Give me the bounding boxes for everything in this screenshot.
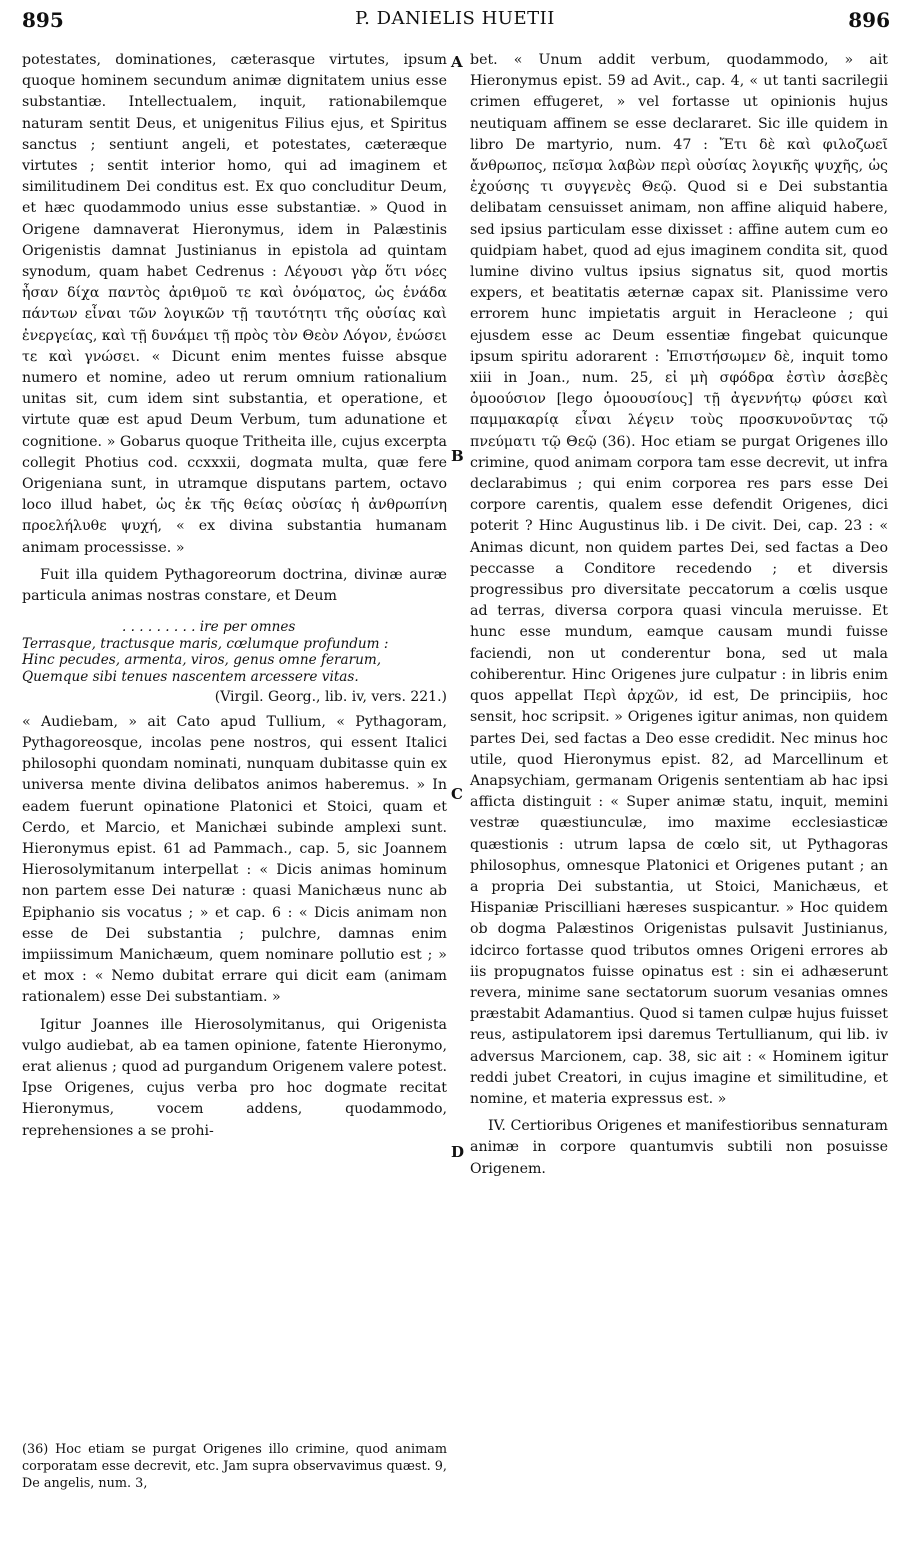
left-paragraph-4: Igitur Joannes ille Hierosolymitanus, qui Origenista vulgo audiebat, ab ea tamen opinione, fatente Hieronymo, erat alienus ; quod ad purgandum Origenem valere potest. Ipse Origenes, cujus verba pro hoc dogmate recitat Hieronymus, vocem addens, quodammodo, reprehensiones a se prohi- xyxy=(22,1016,447,1139)
margin-letter-a: A xyxy=(451,53,463,71)
footnote xyxy=(22,1441,447,1492)
page-number-right: 896 xyxy=(848,8,890,32)
margin-letter-b: B xyxy=(451,447,464,465)
left-column xyxy=(22,50,447,1148)
verse-citation: (Virgil. Georg., lib. iv, vers. 221.) xyxy=(214,689,447,706)
verse-line-1: . . . . . . . . . ire per omnes xyxy=(122,619,296,636)
footnote-36: (36) Hoc etiam se purgat Origenes illo crimine, quod animam corporatam esse decrevit, etc. Jam supra observavimus quæst. 9, De angelis, num. 3, xyxy=(22,1442,447,1491)
left-paragraph-1: potestates, dominationes, cæterasque virtutes, ipsum quoque hominem secundum animæ dignitatem unius esse substantiæ. Intellectualem, inquit, rationabilemque naturam sentit Deus, et unigenitus Filius ejus, et Spiritus sanctus ; sentiunt angeli, et potestates, cæteræque virtutes ; sentit interior homo, qui ad imaginem et similitudinem Dei conditus est. Ex quo concluditur Deum, et hæc quodammodo unius esse substantiæ. » Quod in Origene damnaverat Hieronymus, idem in Palæstinis Origenistis damnat Justinianus in epistola ad quintam synodum, quam habet Cedrenus : Λέγουσι γὰρ ὅτι νόες ἦσαν δίχα παντὸς ἀριθμοῦ τε καὶ ὀνόματος, ὡς ἑνάδα πάντων εἶναι τῶν λογικῶν τῇ ταυτότητι τῆς οὐσίας καὶ ἐνεργείας, καὶ τῇ δυνάμει τῇ πρὸς τὸν Θεὸν Λόγον, ἑνώσει τε καὶ γνώσει. « Dicunt enim mentes fuisse absque numero et nomine, adeo ut rerum omnium rationalium unitas sit, cum idem sint substantia, et operatione, et virtute quæ est apud Deum Verbum, tum adunatione et cognitione. » Gobarus quoque Tritheita ille, cujus excerpta collegit Photius cod. ccxxxii, dogmata multa, quæ fere Origeniana sunt, in utramque disputans partem, octavo loco illud habet, ὡς ἐκ τῆς θείας οὐσίας ἡ ἀνθρωπίνη προελήλυθε ψυχή, « ex divina substantia humanam animam processisse. » xyxy=(22,52,447,556)
verse-quotation xyxy=(22,619,447,706)
verse-line-4: Quemque sibi tenues nascentem arcessere vitas. xyxy=(22,668,359,685)
page-number-left: 895 xyxy=(22,8,64,32)
page-header xyxy=(0,0,910,40)
left-paragraph-2: Fuit illa quidem Pythagoreorum doctrina, divinæ auræ particula animas nostras constare, et Deum xyxy=(22,566,447,605)
running-title: P. DANIELIS HUETII xyxy=(355,8,555,29)
margin-letter-d: D xyxy=(451,1143,465,1161)
verse-line-3: Hinc pecudes, armenta, viros, genus omne ferarum, xyxy=(22,652,382,669)
right-column xyxy=(470,50,888,1186)
right-paragraph-1: bet. « Unum addit verbum, quodammodo, » ait Hieronymus epist. 59 ad Avit., cap. 4, « ut tanti sacrilegii crimen effugeret, » vel fortasse ut opinionis hujus neutiquam affinem se esse declararet. Sic ille quidem in libro De martyrio, num. 47 : Ἔτι δὲ καὶ φιλοζωεῖ ἄνθρωπος, πεῖσμα λαβὼν περὶ οὐσίας λογικῆς ψυχῆς, ὡς ἐχούσης τι συγγενὲς Θεῷ. Quod si e Dei substantia delibatam censuisset animam, non affine aliquid habere, sed ipsius particulam esse dixisset : affine autem cum eo quidpiam habet, quod ad ejus imaginem condita sit, quod lumine divino vultus ipsius signatus sit, quod mortis expers, et beatitatis æternæ capax sit. Planissime vero errorem hunc impietatis arguit in Heracleone ; qui ejusdem esse ac Deum essentiæ fingebat quicunque ipsum spiritu adorarent : Ἐπιστήσωμεν δὲ, inquit tomo xiii in Joan., num. 25, εἰ μὴ σφόδρα ἐστὶν ἀσεβὲς ὁμοούσιον [lego ὁμοουσίους] τῇ ἀγεννήτῳ φύσει καὶ παμμακαρίᾳ εἶναι λέγειν τοὺς προσκυνοῦντας τῷ πνεύματι τῷ Θεῷ (36). Hoc etiam se purgat Origenes illo crimine, quod animam corpora tam esse decrevit, ut infra declarabimus ; qui enim corporea res pars esse Dei corpore carentis, qualem esse defendit Origenes, dici poterit ? Hinc Augustinus lib. i De civit. Dei, cap. 23 : « Animas dicunt, non quidem partes Dei, sed factas a Deo peccasse a Conditore recedendo ; et diversis progressibus pro diversitate peccatorum a cœlis usque ad terras, diversa corpora quasi vincula meruisse. Et hunc esse mundum, eamque causam mundi fuisse faciendi, non ut conderentur bona, sed ut mala cohiberentur. Hinc Origenes jure culpatur : in libris enim quos appellat Περὶ ἀρχῶν, id est, De principiis, hoc sensit, hoc scripsit. » Origenes igitur animas, non quidem partes Dei, sed factas a Deo esse credidit. Nec minus hoc utile, quod Hieronymus epist. 82, ad Marcellinum et Anapsychiam, germanam Origenis sententiam ab hac ipsi afficta distinguit : « Super animæ statu, inquit, memini vestræ quæstiunculæ, imo maxime ecclesiasticæ quæstionis : utrum lapsa de cœlo sit, ut Pythagoras philosophus, omnesque Platonici et Origenes putant ; an a propria Dei substantia, ut Stoici, Manichæus, et Hispaniæ Priscilliani hæreses suspicantur. » Hoc quidem ob dogma Palæstinos Origenistas pulsavit Justinianus, idcirco fortasse quod tributos omnes Origeni errores ab iis propugnatos fuisse opinatus est : sin ei adhæserunt revera, minime sane sectatorum suorum vesanias omnes præstabit Adamantius. Quod si tamen culpæ hujus fuisset reus, astipulatorem ipsi daremus Tertullianum, qui lib. iv adversus Marcionem, cap. 38, sic ait : « Hominem igitur reddi jubet Creatori, in cujus imagine et similitudine, et nomine, et materia expressus est. » xyxy=(470,52,888,1107)
verse-line-2: Terrasque, tractusque maris, cœlumque profundum : xyxy=(22,635,389,652)
right-paragraph-2: IV. Certioribus Origenes et manifestioribus sennaturam animæ in corpore quantumvis subtili non posuisse Origenem. xyxy=(470,1118,888,1177)
left-paragraph-3: « Audiebam, » ait Cato apud Tullium, « Pythagoram, Pythagoreosque, incolas pene nostros, qui essent Italici philosophi quondam nominati, nunquam dubitasse quin ex universa mente divina delibatos animos haberemus. » In eadem fuerunt opinatione Platonici et Stoici, quam et Cerdo, et Marcio, et Manichæi subinde amplexi sunt. Hieronymus epist. 61 ad Pammach., cap. 5, sic Joannem Hierosolymitanum interpellat : « Dicis animas hominum non partem esse Dei naturæ : quasi Manichæus nunc ab Epiphanio sis vocatus ; » et cap. 6 : « Dicis animam non esse de Dei substantia ; pulchre, damnas enim impiissimum Manichæum, quem nominare pollutio est ; » et mox : « Nemo dubitat errare qui dicit eam (animam rationalem) esse Dei substantiam. » xyxy=(22,713,447,1006)
margin-letter-c: C xyxy=(451,785,463,803)
